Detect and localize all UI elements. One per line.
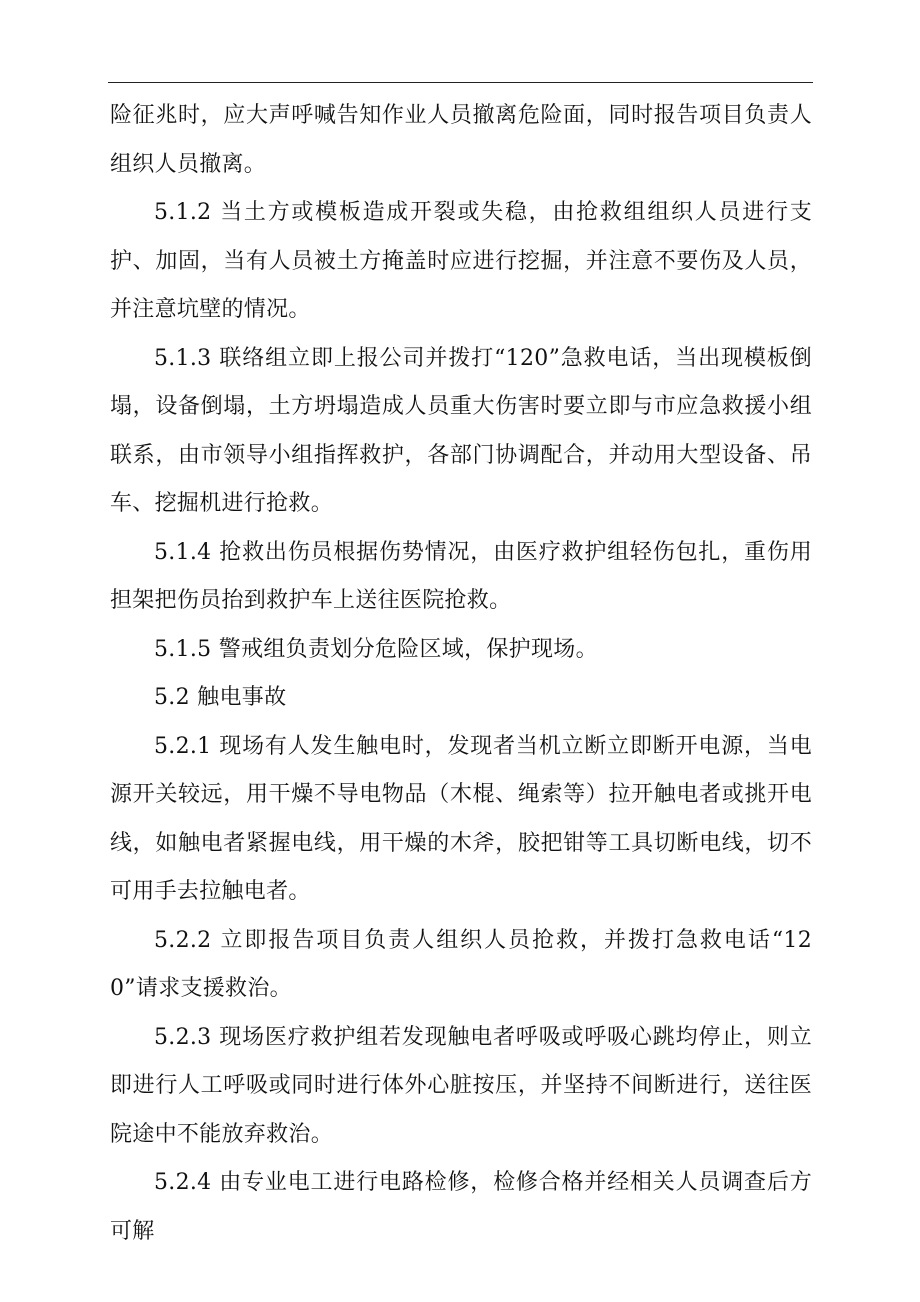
paragraph-5-1-2: 5.1.2 当土方或模板造成开裂或失稳，由抢救组组织人员进行支护、加固，当有人员被土方掩盖时应进行挖掘，并注意不要伤及人员，并注意坑壁的情况。	[110, 200, 812, 322]
section-heading-5-2: 5.2 触电事故	[154, 685, 287, 710]
paragraph-5-2-1: 5.2.1 现场有人发生触电时，发现者当机立断立即断开电源，当电源开关较远，用干燥不导电物品（木棍、绳索等）拉开触电者或挑开电线，如触电者紧握电线，用干燥的木斧，胶把钳等工具切断电线，切不可用手去拉触电者。	[110, 733, 812, 904]
paragraph-5-1-4: 5.1.4 抢救出伤员根据伤势情况，由医疗救护组轻伤包扎，重伤用担架把伤员抬到救护车上送往医院抢救。	[110, 539, 812, 613]
paragraph-5-2-2: 5.2.2 立即报告项目负责人组织人员抢救，并拨打急救电话“120”请求支援救治。	[110, 927, 812, 1001]
header-rule	[108, 82, 813, 83]
document-body	[110, 92, 812, 1256]
paragraph-5-2-4: 5.2.4 由专业电工进行电路检修，检修合格并经相关人员调查后方可解	[110, 1170, 812, 1244]
paragraph-5-2-3: 5.2.3 现场医疗救护组若发现触电者呼吸或呼吸心跳均停止，则立即进行人工呼吸或同时进行体外心脏按压，并坚持不间断进行，送往医院途中不能放弃救治。	[110, 1024, 812, 1147]
paragraph-continuation: 险征兆时，应大声呼喊告知作业人员撤离危险面，同时报告项目负责人组织人员撤离。	[110, 103, 812, 177]
paragraph-5-1-5: 5.1.5 警戒组负责划分危险区域，保护现场。	[154, 636, 598, 662]
paragraph-5-1-3: 5.1.3 联络组立即上报公司并拨打“120”急救电话，当出现模板倒塌，设备倒塌，土方坍塌造成人员重大伤害时要立即与市应急救援小组联系，由市领导小组指挥救护，各部门协调配合，并动用大型设备、吊车、挖掘机进行抢救。	[110, 345, 812, 516]
